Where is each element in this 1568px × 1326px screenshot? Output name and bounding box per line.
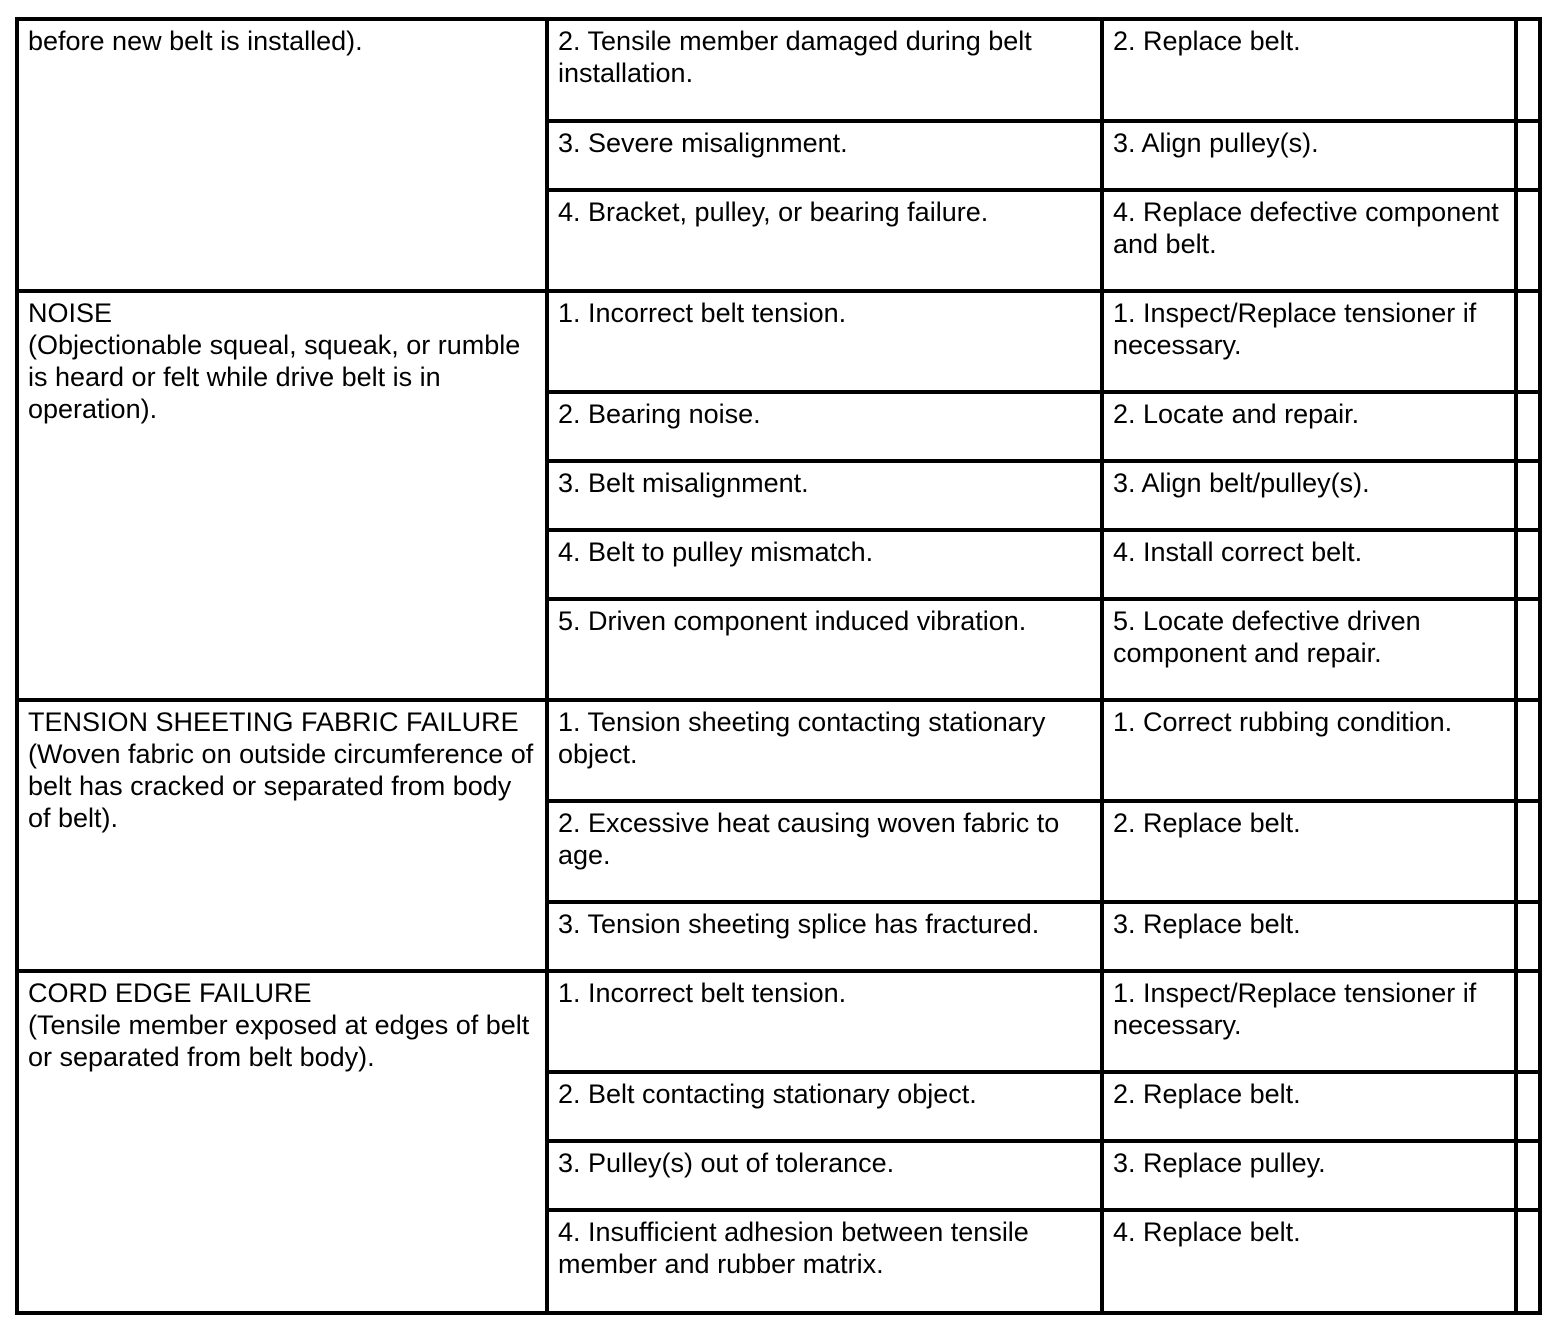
cause-cell: 3. Tension sheeting splice has fractured. bbox=[547, 902, 1102, 971]
check-cell bbox=[1516, 599, 1540, 700]
condition-cell bbox=[17, 971, 547, 1313]
correction-cell: 4. Replace belt. bbox=[1102, 1210, 1516, 1313]
cause-cell: 2. Bearing noise. bbox=[547, 392, 1102, 461]
condition-title: CORD EDGE FAILURE bbox=[28, 978, 312, 1008]
correction-cell: 3. Align pulley(s). bbox=[1102, 121, 1516, 190]
cause-cell: 4. Belt to pulley mismatch. bbox=[547, 530, 1102, 599]
check-cell bbox=[1516, 1072, 1540, 1141]
table-row bbox=[17, 291, 1540, 392]
correction-cell: 4. Install correct belt. bbox=[1102, 530, 1516, 599]
cause-cell: 4. Insufficient adhesion between tensile member and rubber matrix. bbox=[547, 1210, 1102, 1313]
check-cell bbox=[1516, 971, 1540, 1072]
cause-cell: 4. Bracket, pulley, or bearing failure. bbox=[547, 190, 1102, 291]
check-cell bbox=[1516, 530, 1540, 599]
check-cell bbox=[1516, 392, 1540, 461]
check-cell bbox=[1516, 700, 1540, 801]
correction-cell: 4. Replace defective component and belt. bbox=[1102, 190, 1516, 291]
cause-cell: 3. Pulley(s) out of tolerance. bbox=[547, 1141, 1102, 1210]
check-cell bbox=[1516, 291, 1540, 392]
condition-description: (Woven fabric on outside circumference of belt has cracked or separated from body of belt). bbox=[28, 739, 534, 833]
condition-description: (Tensile member exposed at edges of belt or separated from belt body). bbox=[28, 1010, 530, 1072]
correction-cell: 1. Correct rubbing condition. bbox=[1102, 700, 1516, 801]
check-cell bbox=[1516, 461, 1540, 530]
cause-cell: 1. Tension sheeting contacting stationary object. bbox=[547, 700, 1102, 801]
cause-cell: 2. Excessive heat causing woven fabric to age. bbox=[547, 801, 1102, 902]
check-cell bbox=[1516, 1210, 1540, 1313]
correction-cell: 3. Replace pulley. bbox=[1102, 1141, 1516, 1210]
condition-cell bbox=[17, 700, 547, 971]
check-cell bbox=[1516, 121, 1540, 190]
cause-cell: 1. Incorrect belt tension. bbox=[547, 971, 1102, 1072]
condition-title: NOISE bbox=[28, 298, 113, 328]
cause-cell: 5. Driven component induced vibration. bbox=[547, 599, 1102, 700]
check-cell bbox=[1516, 19, 1540, 121]
correction-cell: 2. Locate and repair. bbox=[1102, 392, 1516, 461]
condition-title: TENSION SHEETING FABRIC FAILURE bbox=[28, 707, 519, 737]
check-cell bbox=[1516, 1141, 1540, 1210]
correction-cell: 5. Locate defective driven component and repair. bbox=[1102, 599, 1516, 700]
table-row bbox=[17, 971, 1540, 1072]
condition-text: before new belt is installed). bbox=[28, 26, 363, 56]
correction-cell: 3. Replace belt. bbox=[1102, 902, 1516, 971]
correction-cell: 2. Replace belt. bbox=[1102, 19, 1516, 121]
correction-cell: 3. Align belt/pulley(s). bbox=[1102, 461, 1516, 530]
check-cell bbox=[1516, 902, 1540, 971]
diagnosis-table bbox=[15, 17, 1542, 1315]
cause-cell: 2. Belt contacting stationary object. bbox=[547, 1072, 1102, 1141]
correction-cell: 1. Inspect/Replace tensioner if necessary. bbox=[1102, 291, 1516, 392]
cause-cell: 2. Tensile member damaged during belt installation. bbox=[547, 19, 1102, 121]
correction-cell: 1. Inspect/Replace tensioner if necessary. bbox=[1102, 971, 1516, 1072]
condition-cell bbox=[17, 291, 547, 700]
cause-cell: 3. Severe misalignment. bbox=[547, 121, 1102, 190]
check-cell bbox=[1516, 190, 1540, 291]
condition-description: (Objectionable squeal, squeak, or rumble is heard or felt while drive belt is in operation). bbox=[28, 330, 521, 424]
table-row bbox=[17, 19, 1540, 121]
cause-cell: 3. Belt misalignment. bbox=[547, 461, 1102, 530]
correction-cell: 2. Replace belt. bbox=[1102, 1072, 1516, 1141]
check-cell bbox=[1516, 801, 1540, 902]
cause-cell: 1. Incorrect belt tension. bbox=[547, 291, 1102, 392]
table-row bbox=[17, 700, 1540, 801]
diagnosis-table-body bbox=[17, 19, 1540, 1313]
condition-cell bbox=[17, 19, 547, 291]
correction-cell: 2. Replace belt. bbox=[1102, 801, 1516, 902]
